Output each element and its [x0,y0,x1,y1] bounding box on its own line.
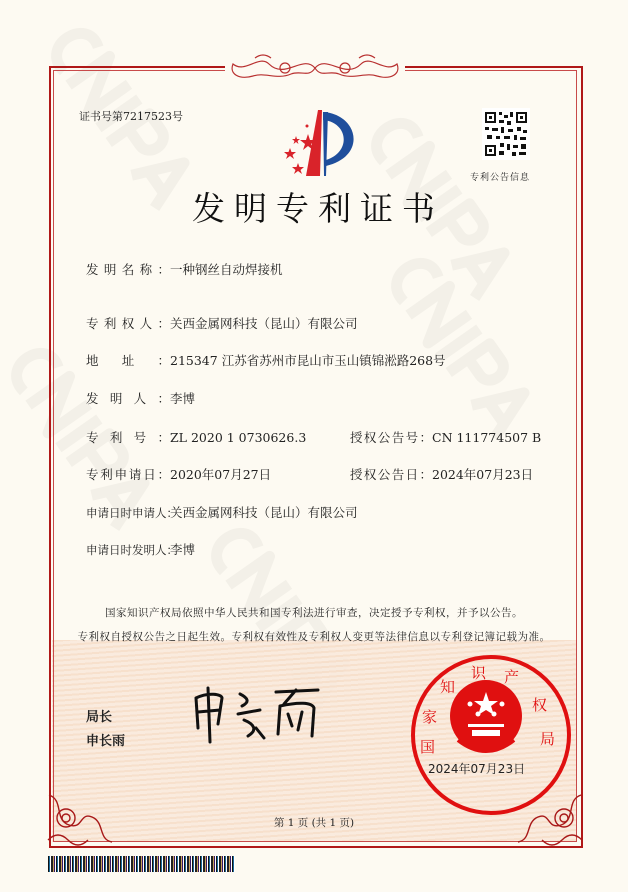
field-grant-publication-number: 授权公告号：CN 111774507 B [350,430,542,445]
field-address: 地址：215347 江苏省苏州市昆山市玉山镇锦淞路268号 [86,353,446,368]
field-patent-number: 专利号：ZL 2020 1 0730626.3 [86,430,307,445]
field-applicant-at-filing: 申请日时申请人：关西金属网科技（昆山）有限公司 [86,505,358,520]
notice-line-2: 专利权自授权公告之日起生效。专利权有效性及专利权人变更等法律信息以专利登记簿记载为准。 [77,631,551,643]
notice-line-1: 国家知识产权局依照中华人民共和国专利法进行审查，决定授予专利权，并予以公告。 [105,607,523,619]
seal-char: 权 [532,696,548,714]
qr-code-label: 专利公告信息 [470,173,531,183]
seal-char: 知 [440,678,456,696]
top-ornament-icon [225,50,405,84]
cnipa-logo-icon [268,108,368,180]
director-signature-icon [188,684,328,746]
seal-char: 家 [422,708,438,726]
seal-char: 局 [540,730,556,748]
certificate-title: 发明专利证书 [192,189,444,228]
field-inventor-at-filing: 申请日时发明人：李博 [86,542,196,557]
field-invention-name: 发明名称：一种钢丝自动焊接机 [86,262,283,277]
seal-char: 识 [471,664,487,682]
field-patentee: 专利权人：关西金属网科技（昆山）有限公司 [86,316,358,331]
page-number: 第 1 页 (共 1 页) [273,817,355,829]
seal-char: 国 [420,738,436,756]
certificate-number: 证书号第7217523号 [79,110,183,123]
qr-code-icon[interactable] [482,108,530,160]
field-application-date: 专利申请日：2020年07月27日 [86,467,272,482]
seal-char: 产 [504,668,520,686]
field-inventor: 发明人：李博 [86,391,196,406]
official-seal-icon [408,652,574,818]
director-title: 局长 [86,710,113,725]
field-grant-publication-date: 授权公告日：2024年07月23日 [350,467,534,482]
seal-date: 2024年07月23日 [428,762,526,776]
director-name: 申长雨 [86,734,126,749]
barcode-icon [48,856,235,872]
